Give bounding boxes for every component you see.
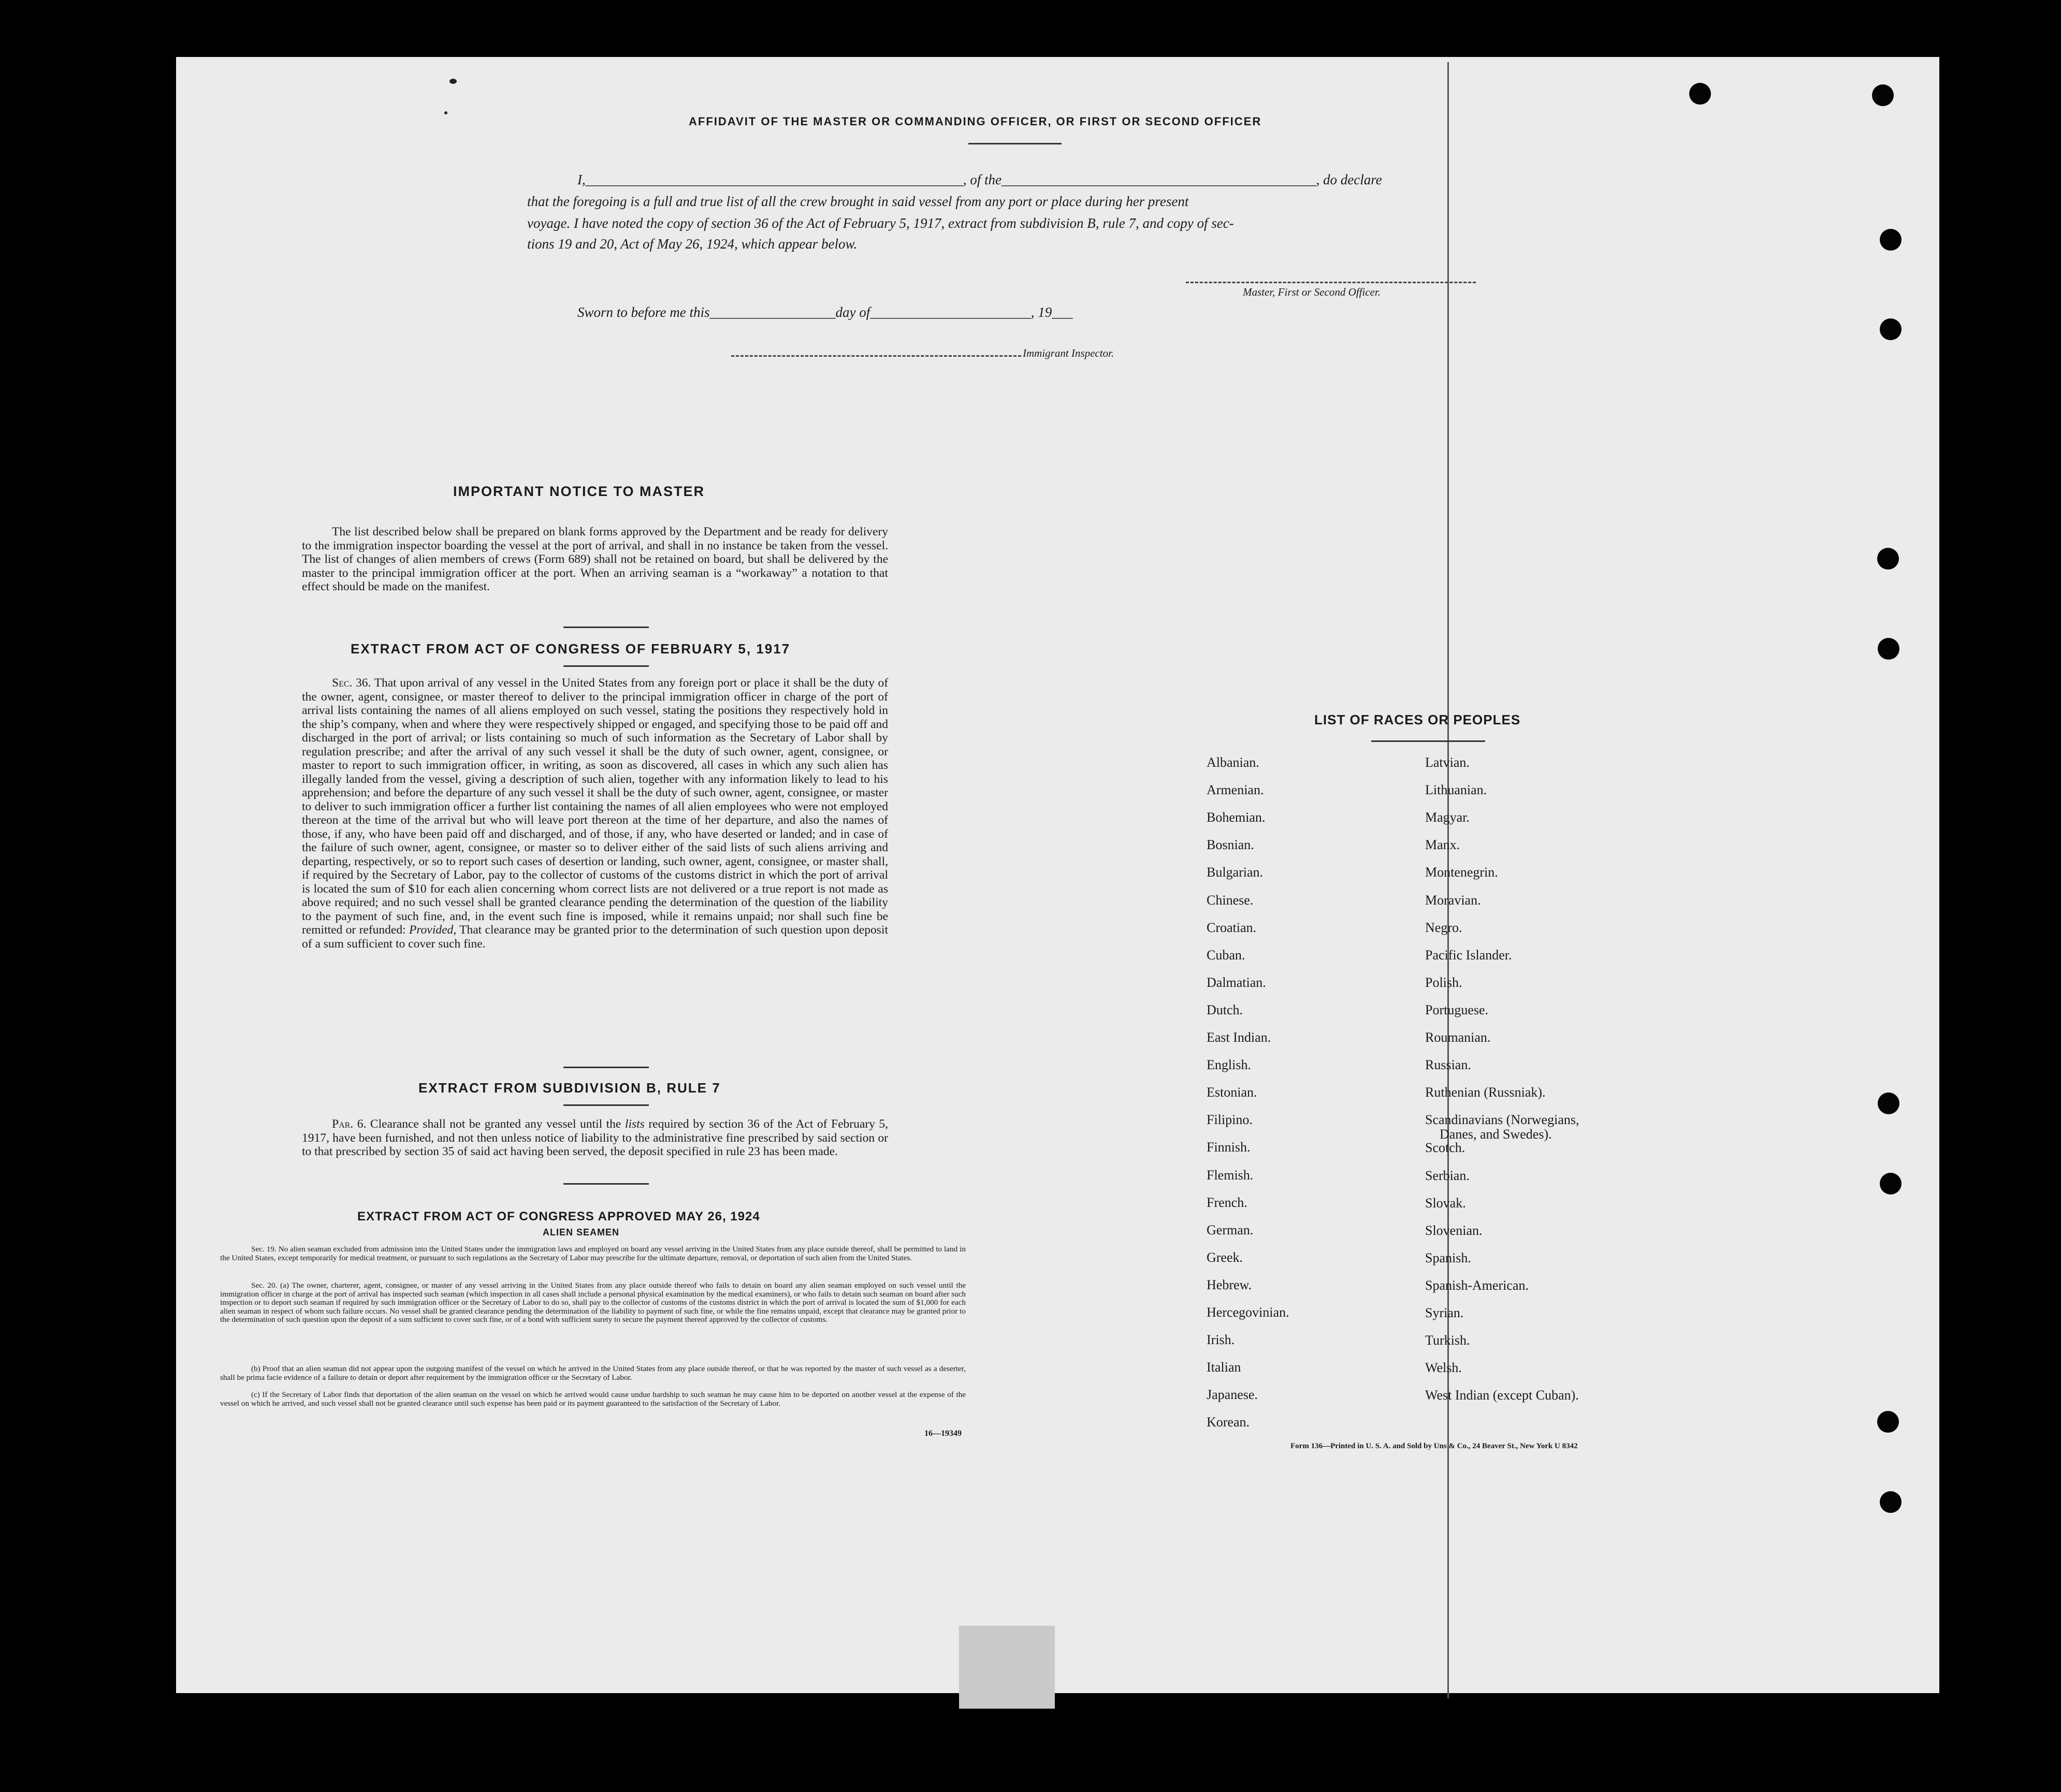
- race-item: French.: [1207, 1194, 1247, 1210]
- race-item: Korean.: [1207, 1415, 1250, 1430]
- race-item: Irish.: [1207, 1332, 1235, 1348]
- section-19-text: Sec. 19. No alien seaman excluded from admission into the United States under the immigration laws and employed on board any vessel arriving in the United States from any place outside thereof, shall be permitted to land in the United States, except temporarily for medical treatment, or pursuant to such regulations as the Secretary of Labor may prescribe for the ultimate departure, removal, or deportation of such alien from the United States.: [220, 1245, 966, 1262]
- race-item: Armenian.: [1207, 782, 1264, 798]
- race-item: Portuguese.: [1425, 1002, 1489, 1017]
- race-item: Spanish.: [1425, 1250, 1471, 1265]
- scan-patch: [959, 1626, 1055, 1709]
- race-item: Hebrew.: [1207, 1277, 1252, 1292]
- binder-hole: [1872, 84, 1894, 106]
- section-20c-text: (c) If the Secretary of Labor finds that deportation of the alien seaman on the vessel on which he arrived would cause undue hardship to such seaman he may cause him to be deported on another vessel at the expense of the vessel on which he arrived, and such vessel shall not be granted clearance until such expense has been paid or its payment guaranteed to the satisfaction of the Secretary of Labor.: [220, 1390, 966, 1408]
- race-item: Turkish.: [1425, 1333, 1470, 1348]
- binder-hole: [1878, 638, 1899, 660]
- section-text: That clearance may be granted prior to the determination of such question upon deposit of a sum sufficient to cover such fine.: [302, 923, 889, 951]
- form-number: 16—19349: [924, 1429, 962, 1438]
- race-item: English.: [1207, 1057, 1251, 1073]
- race-item: Croatian.: [1207, 920, 1257, 935]
- race-item: East Indian.: [1207, 1030, 1271, 1045]
- race-item: Albanian.: [1207, 755, 1259, 770]
- race-item: Filipino.: [1207, 1112, 1253, 1128]
- declaration-line: tions 19 and 20, Act of May 26, 1924, which appear below.: [527, 236, 858, 252]
- divider: [563, 627, 649, 628]
- race-item: Slovenian.: [1425, 1222, 1483, 1238]
- section-text: That upon arrival of any vessel in the United States from any foreign port or place it shall be the duty of the owner, agent, consignee, or master thereof to deliver to the principal immigration officer in charge of the port of arrival lists containing the names of all aliens employed on such vessel, stating the positions they respectively hold in the ship’s company, when and where they were respectively shipped or engaged, and specifying those to be paid off and discharged in the port of arrival; or lists containing so much of such information as the Secretary of Labor shall by regulation prescribe; and after the arrival of any such vessel it shall be the duty of such owner, agent, consignee, or master to report to such immigration officer, in writing, as soon as discovered, all cases in which any such alien has illegally landed from the vessel, giving a description of such alien, together with any information likely to lead to his apprehension; and before the departure of any such vessel it shall be the duty of such owner, agent, consignee, or master to deliver to such immigration officer a further list containing the names of all alien employees who were not employed thereon at the time of the arrival but who will leave port thereon at the time of her departure, and also the names of those, if any, who have been paid off and discharged, and of those, if any, who have deserted or landed; and in case of the failure of such owner, agent, consignee, or master so to deliver either of the said lists of such aliens arriving and departing, respectively, or so to report such cases of desertion or landing, such owner, agent, consignee, or master shall, if required by the Secretary of Labor, pay to the collector of customs of the customs district in which the port of arrival is located the sum of $10 for each alien concerning whom correct lists are not delivered or a true report is not made as above required; and no such vessel shall be granted clearance pending the determination of the question of the liability to the payment of such fine, and, in the event such fine is imposed, while it remains unpaid; nor shall such fine be remitted or refunded:: [302, 676, 889, 937]
- notice-body: The list described below shall be prepared on blank forms approved by the Department and be ready for delivery to the immigration inspector boarding the vessel at the port of arrival, and shall in no instance be taken from the vessel. The list of changes of alien members of crews (Form 689) shall not be retained on board, but shall be delivered by the master to the principal immigration officer at the port. When an arriving seaman is a “workaway” a notation to that effect should be made on the manifest.: [302, 525, 888, 593]
- section-20a-text: Sec. 20. (a) The owner, charterer, agent, consignee, or master of any vessel arriving in the United States from any place outside thereof who fails to detain on board any alien seaman employed on such vessel until the immigration officer in charge at the port of arrival has inspected such seaman (which inspection in all cases shall include a personal physical examination by the medical examiners), or who fails to detain such seaman on board after such inspection or to deport such seaman if required by such immigration officer or the Secretary of Labor to do so, shall pay to the collector of customs of the customs district in which the port of arrival is located the sum of $1,000 for each alien seaman in respect of whom such failure occurs. No vessel shall be granted clearance pending the determination of the liability to payment of such fine, or while the fine remains unpaid, except that clearance may be granted prior to the determination of such question upon the deposit of a sum sufficient to cover such fine, or of a bond with sufficient surety to secure the payment thereof approved by the collector of customs.: [220, 1281, 966, 1324]
- provided-word: Provided,: [409, 923, 457, 937]
- race-item: Scotch.: [1425, 1140, 1465, 1156]
- race-item: Manx.: [1425, 837, 1460, 853]
- race-item: Greek.: [1207, 1249, 1243, 1265]
- race-item: Bohemian.: [1207, 810, 1266, 825]
- printer-imprint: Form 136—Printed in U. S. A. and Sold by Uns & Co., 24 Beaver St., New York U 8342: [1290, 1442, 1578, 1450]
- binder-hole: [1880, 1491, 1902, 1513]
- race-item: Moravian.: [1425, 892, 1481, 908]
- race-item: Spanish-American.: [1425, 1277, 1529, 1293]
- race-item: Montenegrin.: [1425, 865, 1498, 880]
- race-item: Flemish.: [1207, 1167, 1254, 1183]
- section-label: Sec. 36.: [332, 676, 371, 690]
- binder-hole: [1880, 1173, 1902, 1194]
- race-item: Bosnian.: [1207, 837, 1254, 853]
- binder-hole: [1689, 83, 1711, 105]
- ink-speck: [444, 111, 447, 114]
- binder-hole: [1877, 548, 1899, 570]
- lists-word: lists: [625, 1117, 645, 1131]
- divider: [563, 665, 649, 667]
- binder-hole: [1878, 1092, 1899, 1114]
- race-item: Welsh.: [1425, 1360, 1462, 1376]
- binder-hole: [1880, 229, 1902, 251]
- declaration-line: that the foregoing is a full and true list of all the crew brought in said vessel from any port or place during her present: [527, 194, 1189, 209]
- alien-seamen-subtitle: ALIEN SEAMEN: [543, 1227, 620, 1237]
- divider: [563, 1104, 649, 1106]
- binder-hole: [1880, 318, 1902, 340]
- paragraph-text: required by section 36 of the Act of February 5, 1917, have been furnished, and not then unless notice of liability to the administrative fine prescribed by said section or to that prescribed by section 35 of said act having been served, the deposit specified in rule 23 has been made.: [302, 1117, 889, 1158]
- race-item: Chinese.: [1207, 892, 1254, 908]
- affidavit-title: AFFIDAVIT OF THE MASTER OR COMMANDING OFFICER, OR FIRST OR SECOND OFFICER: [689, 115, 1262, 128]
- section-36-body: [302, 676, 888, 951]
- race-item: Danes, and Swedes).: [1440, 1127, 1552, 1142]
- binder-hole: [1877, 1411, 1899, 1433]
- inspector-label: Immigrant Inspector.: [1023, 347, 1114, 359]
- race-item: Roumanian.: [1425, 1030, 1491, 1045]
- race-item: Estonian.: [1207, 1085, 1257, 1100]
- race-item: Italian: [1207, 1360, 1241, 1375]
- race-item: Dalmatian.: [1207, 974, 1266, 990]
- race-item: Serbian.: [1425, 1168, 1470, 1183]
- sworn-line: Sworn to before me this__________________day of_______________________, 19___: [577, 304, 1073, 320]
- race-item: Slovak.: [1425, 1195, 1466, 1211]
- race-item: Russian.: [1425, 1057, 1471, 1073]
- inspector-signature-line: [731, 355, 1021, 357]
- section-20b-text: (b) Proof that an alien seaman did not appear upon the outgoing manifest of the vessel on which he arrived in the United States from any place outside thereof, or that he was reported by the master of such vessel as a deserter, shall be prima facie evidence of a failure to detain or deport after requirement by the immigration officer or the Secretary of Labor.: [220, 1364, 966, 1382]
- paragraph-text: Clearance shall not be granted any vessel until the: [370, 1117, 621, 1131]
- race-item: Dutch.: [1207, 1002, 1243, 1017]
- extract-1924-title: EXTRACT FROM ACT OF CONGRESS APPROVED MAY 26, 1924: [357, 1210, 760, 1223]
- ink-speck: [449, 79, 457, 84]
- divider: [1371, 740, 1485, 742]
- race-item: West Indian (except Cuban).: [1425, 1388, 1579, 1403]
- race-item: Scandinavians (Norwegians,: [1425, 1112, 1579, 1128]
- race-item: Finnish.: [1207, 1140, 1251, 1155]
- declaration-line: I,______________________________________________________, of the_____________________________________________, do declare: [577, 172, 1382, 187]
- race-item: Cuban.: [1207, 947, 1245, 963]
- rule-7-title: EXTRACT FROM SUBDIVISION B, RULE 7: [418, 1080, 721, 1096]
- signature-line: [1186, 282, 1476, 283]
- divider: [968, 143, 1062, 144]
- race-item: Negro.: [1425, 920, 1462, 935]
- race-item: Bulgarian.: [1207, 865, 1264, 880]
- race-item: Syrian.: [1425, 1305, 1464, 1320]
- race-item: Latvian.: [1425, 755, 1470, 770]
- divider: [563, 1183, 649, 1185]
- races-title: LIST OF RACES OR PEOPLES: [1314, 712, 1521, 727]
- signature-label: Master, First or Second Officer.: [1243, 286, 1381, 298]
- divider: [563, 1067, 649, 1068]
- paragraph-label: Par. 6.: [332, 1117, 367, 1131]
- race-item: Hercegovinian.: [1207, 1305, 1289, 1320]
- race-item: Japanese.: [1207, 1387, 1258, 1403]
- race-item: Lithuanian.: [1425, 782, 1487, 798]
- race-item: Polish.: [1425, 974, 1462, 990]
- race-item: German.: [1207, 1222, 1254, 1237]
- notice-title: IMPORTANT NOTICE TO MASTER: [453, 484, 705, 499]
- extract-1917-title: EXTRACT FROM ACT OF CONGRESS OF FEBRUARY 5, 1917: [351, 641, 791, 657]
- race-item: Ruthenian (Russniak).: [1425, 1085, 1546, 1100]
- rule-7-body: [302, 1117, 888, 1159]
- declaration-line: voyage. I have noted the copy of section 36 of the Act of February 5, 1917, extract from subdivision B, rule 7, and copy of sec-: [527, 215, 1234, 231]
- race-item: Pacific Islander.: [1425, 947, 1512, 963]
- race-item: Magyar.: [1425, 810, 1470, 825]
